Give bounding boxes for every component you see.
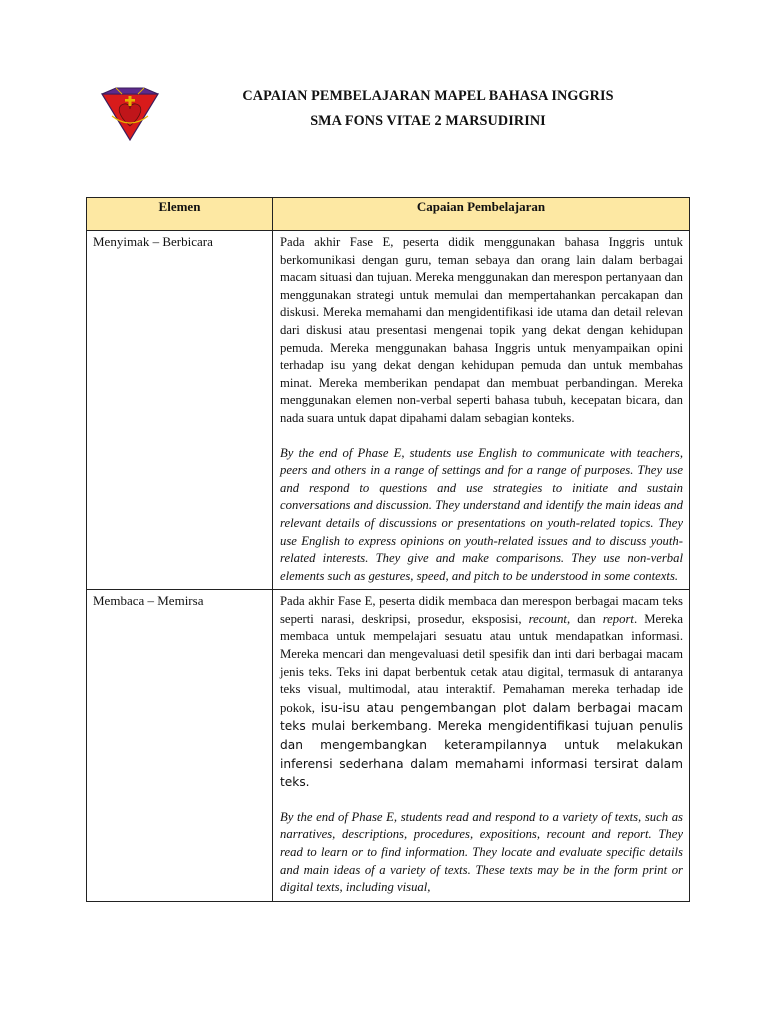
document-subtitle: SMA FONS VITAE 2 MARSUDIRINI [310, 113, 546, 129]
table-row [87, 231, 690, 590]
outcome-text-id: Pada akhir Fase E, peserta didik menggunakan bahasa Inggris untuk berkomunikasi dengan guru, teman sebaya dan orang lain dalam berbagai macam situasi dan tujuan. Mereka menggunakan dan merespon pertanyaan dan menggunakan strategi untuk memulai dan mempertahankan percakapan dan diskusi. Mereka memahami dan mengidentifikasi ide utama dan detail relevan dari diskusi atau presentasi mengenai topik yang dekat dengan kehidupan pemuda. Mereka menggunakan bahasa Inggris untuk menyampaikan opini terhadap isu yang dekat dengan kehidupan pemuda dan untuk membahas minat. Mereka memberikan pendapat dan membuat perbandingan. Mereka menggunakan elemen non-verbal seperti bahasa tubuh, kecepatan bicara, dan nada suara untuk dapat dipahami dalam sebagian konteks. [280, 235, 683, 425]
element-cell: Menyimak – Berbicara [87, 231, 273, 590]
table-header-row [87, 198, 690, 231]
outcome-cell [273, 231, 690, 590]
learning-outcomes-table [86, 197, 690, 902]
outcome-text-en: By the end of Phase E, students use English to communicate with teachers, peers and others in a range of settings and for a range of purposes. They use and respond to questions and use strategies to initiate and sustain conversations and discussion. They understand and identify the main ideas and relevant details of discussions or presentations on youth-related topics. They use English to express opinions on youth-related issues and to discuss youth-related interests. They give and make comparisons. They use non-verbal elements such as gestures, speed, and pitch to be understood in some contexts. [280, 445, 683, 583]
document-title: CAPAIAN PEMBELAJARAN MAPEL BAHASA INGGRIS [242, 88, 614, 104]
outcome-cell [273, 590, 690, 902]
outcome-text-id: Pada akhir Fase E, peserta didik membaca dan merespon berbagai macam teks seperti narasi, deskripsi, prosedur, eksposisi, recount, dan report. Mereka membaca untuk mempelajari sesuatu atau untuk mendapatkan informasi. Mereka mencari dan mengevaluasi detil spesifik dan inti dari berbagai macam jenis teks. Teks ini dapat berbentuk cetak atau digital, termasuk di antaranya teks visual, multimodal, atau interaktif. Pemahaman mereka terhadap ide pokok, isu-isu atau pengembangan plot dalam berbagai macam teks mulai berkembang. Mereka mengidentifikasi tujuan penulis dan mengembangkan keterampilannya untuk melakukan inferensi sederhana dalam memahami informasi tersirat dalam teks. [280, 594, 684, 790]
element-cell: Membaca – Memirsa [87, 590, 273, 902]
table-row [87, 590, 690, 902]
column-header-elemen: Elemen [87, 198, 273, 231]
school-logo [98, 86, 162, 142]
column-header-capaian: Capaian Pembelajaran [273, 198, 690, 231]
outcome-text-en: By the end of Phase E, students read and respond to a variety of texts, such as narratives, descriptions, procedures, expositions, recount and report. They read to learn or to find information. They locate and evaluate specific details and main ideas of a variety of texts. These texts may be in the form print or digital texts, including visual, [280, 809, 683, 895]
